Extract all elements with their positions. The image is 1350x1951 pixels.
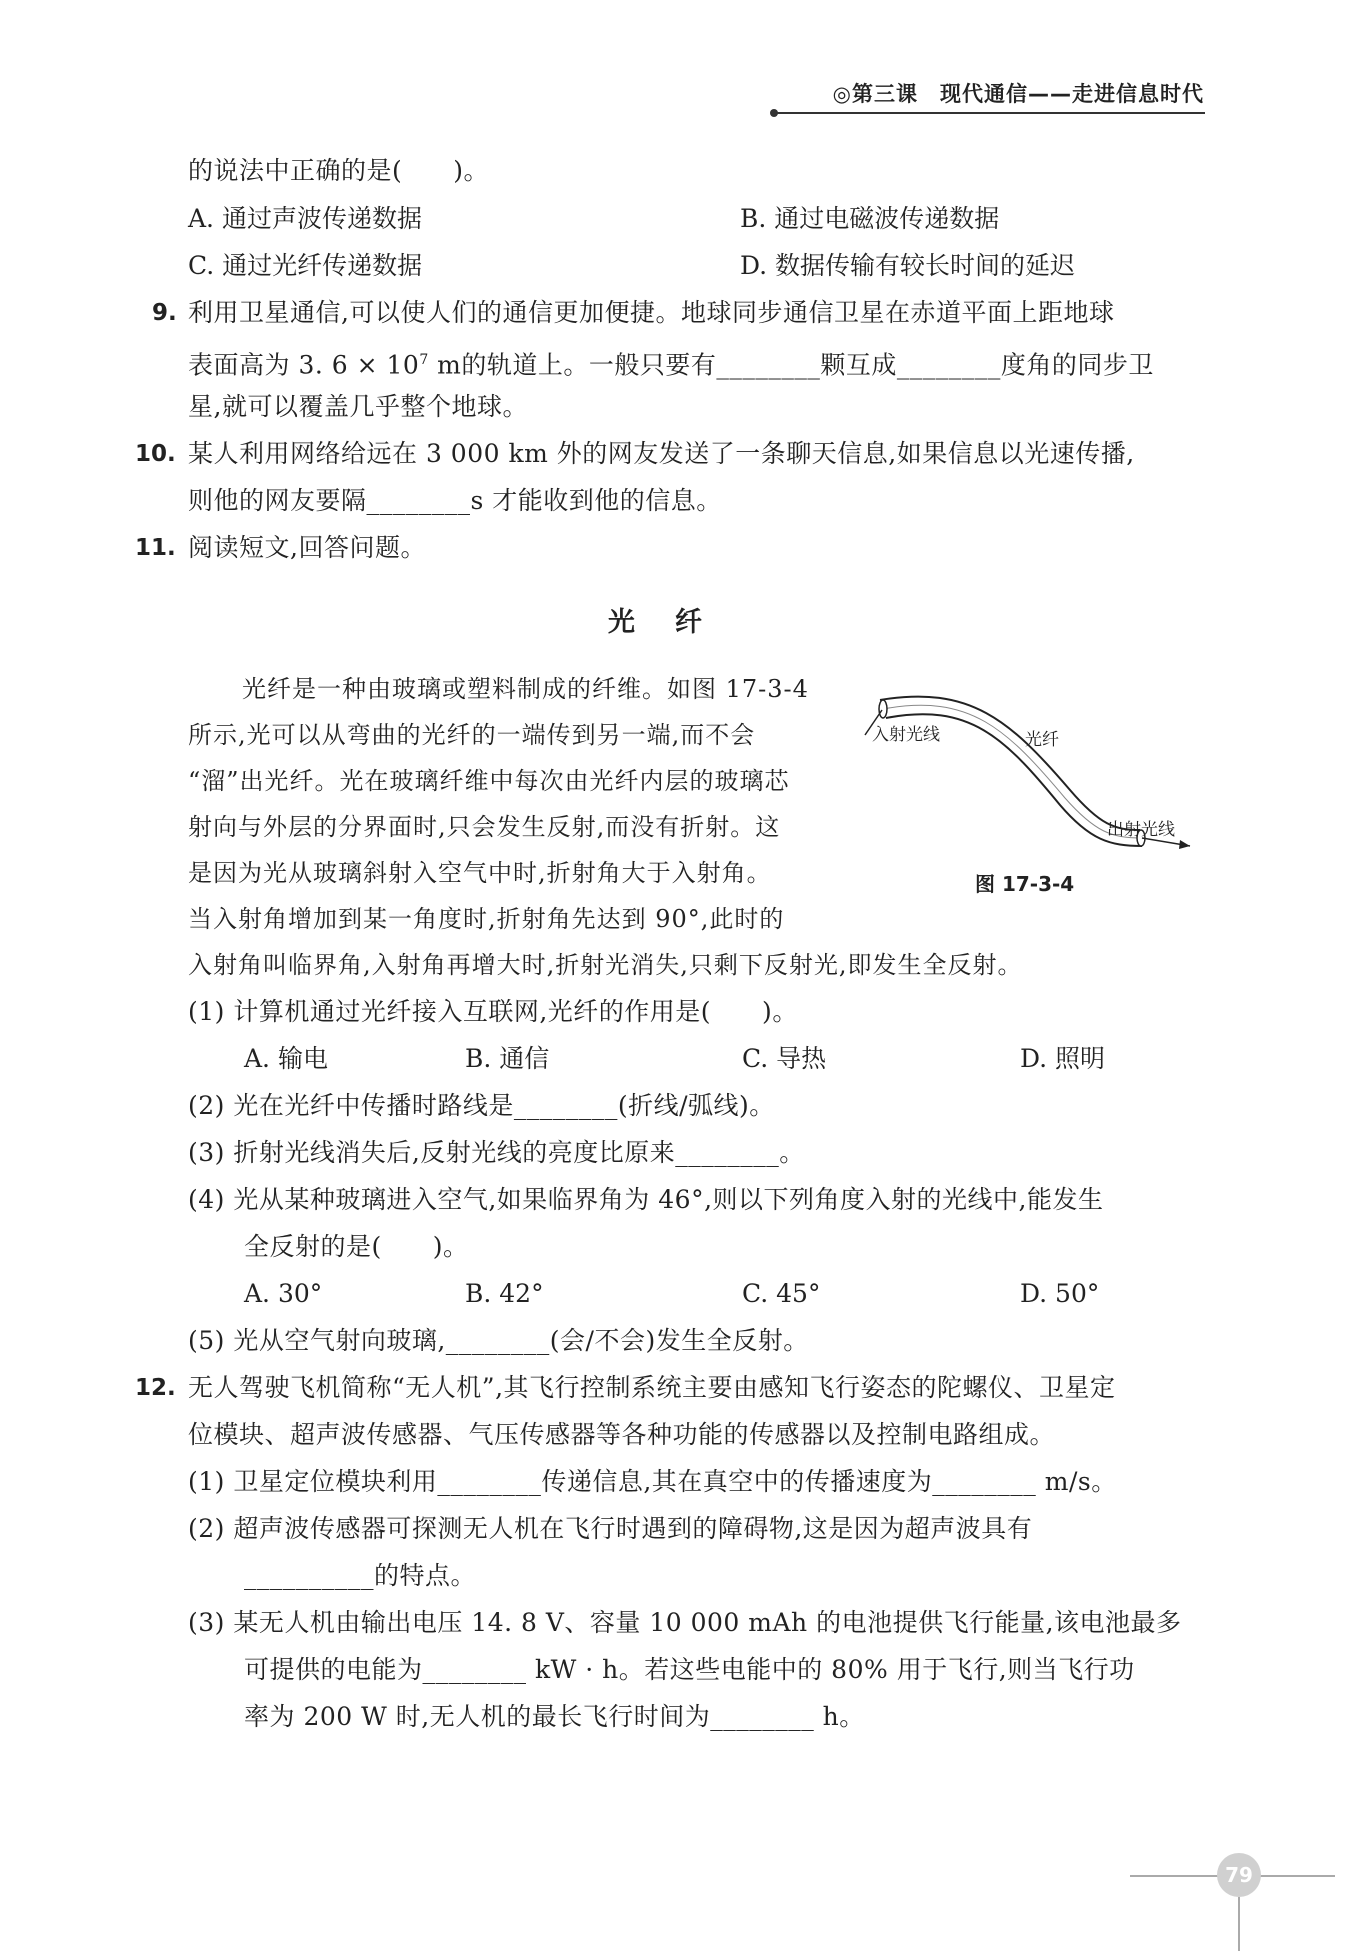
passage-line-1: 光纤是一种由玻璃或塑料制成的纤维。如图 17-3-4 <box>242 675 809 703</box>
q11-sub-1-option-d: D. 照明 <box>1020 1044 1106 1073</box>
q10-number: 10. <box>135 441 176 467</box>
passage-title: 光纤 <box>608 607 742 638</box>
q9-line-3: 星,就可以覆盖几乎整个地球。 <box>188 392 528 421</box>
q9-line-2-a: 表面高为 3. 6 × 10 <box>188 350 420 380</box>
fiber-outer-top <box>880 697 1140 830</box>
header-rule <box>775 112 1205 114</box>
q11-sub-4-option-d: D. 50° <box>1020 1279 1100 1308</box>
page-number-stem <box>1238 1897 1240 1951</box>
q9-exponent: 7 <box>419 352 429 368</box>
q8-option-c: C. 通过光纤传递数据 <box>188 251 423 280</box>
q11-sub-1: (1) 计算机通过光纤接入互联网,光纤的作用是( )。 <box>188 997 798 1026</box>
q8-option-b: B. 通过电磁波传递数据 <box>740 204 1000 233</box>
q12-sub-3-line-2: 可提供的电能为________ kW · h。若这些电能中的 80% 用于飞行,则当飞行功 <box>244 1655 1135 1684</box>
page-number: 79 <box>1217 1853 1261 1897</box>
q11-sub-4-option-b: B. 42° <box>465 1279 544 1308</box>
passage-line-7: 入射角叫临界角,入射角再增大时,折射光消失,只剩下反射光,即发生全反射。 <box>188 951 1023 979</box>
optical-fiber-figure <box>860 680 1200 870</box>
exit-ray-arrowhead <box>1179 840 1190 849</box>
q11-number: 11. <box>135 535 176 561</box>
passage-line-6: 当入射角增加到某一角度时,折射角先达到 90°,此时的 <box>188 905 785 933</box>
running-header: ◎第三课 现代通信——走进信息时代 <box>832 82 1204 106</box>
figure-caption: 图 17-3-4 <box>975 872 1075 896</box>
passage-line-5: 是因为光从玻璃斜射入空气中时,折射角大于入射角。 <box>188 859 772 887</box>
q8-option-a: A. 通过声波传递数据 <box>188 204 422 233</box>
q11-sub-4-line-2: 全反射的是( )。 <box>244 1232 469 1261</box>
q11-sub-1-option-b: B. 通信 <box>465 1044 550 1073</box>
q10-line-2: 则他的网友要隔________s 才能收到他的信息。 <box>188 486 722 515</box>
q10-line-1: 某人利用网络给远在 3 000 km 外的网友发送了一条聊天信息,如果信息以光速传播, <box>188 439 1135 468</box>
fiber-end-left <box>879 700 887 718</box>
q11-line-1: 阅读短文,回答问题。 <box>188 533 426 562</box>
q8-continuation: 的说法中正确的是( )。 <box>188 156 490 185</box>
q12-sub-2-line-1: (2) 超声波传感器可探测无人机在飞行时遇到的障碍物,这是因为超声波具有 <box>188 1514 1033 1543</box>
passage-line-2: 所示,光可以从弯曲的光纤的一端传到另一端,而不会 <box>188 721 756 749</box>
q11-sub-4-option-c: C. 45° <box>742 1279 821 1308</box>
q12-sub-1: (1) 卫星定位模块利用________传递信息,其在真空中的传播速度为________ m/s。 <box>188 1467 1117 1496</box>
q12-sub-3-line-3: 率为 200 W 时,无人机的最长飞行时间为________ h。 <box>244 1702 865 1731</box>
q11-sub-5: (5) 光从空气射向玻璃,________(会/不会)发生全反射。 <box>188 1326 809 1355</box>
figure-label-exit: 出射光线 <box>1107 820 1175 840</box>
q11-sub-4-option-a: A. 30° <box>244 1279 323 1308</box>
q8-option-d: D. 数据传输有较长时间的延迟 <box>740 251 1076 280</box>
q12-number: 12. <box>135 1375 176 1401</box>
q11-sub-3: (3) 折射光线消失后,反射光线的亮度比原来________。 <box>188 1138 805 1167</box>
q11-sub-1-option-c: C. 导热 <box>742 1044 827 1073</box>
q12-sub-2-line-2: __________的特点。 <box>244 1561 477 1590</box>
q11-sub-1-option-a: A. 输电 <box>244 1044 328 1073</box>
q11-sub-2: (2) 光在光纤中传播时路线是________(折线/弧线)。 <box>188 1091 775 1120</box>
q9-number: 9. <box>152 300 177 326</box>
q9-line-1: 利用卫星通信,可以使人们的通信更加便捷。地球同步通信卫星在赤道平面上距地球 <box>188 298 1115 327</box>
q12-line-2: 位模块、超声波传感器、气压传感器等各种功能的传感器以及控制电路组成。 <box>188 1420 1056 1449</box>
q9-line-2-b: m的轨道上。一般只要有________颗互成________度角的同步卫 <box>428 350 1154 380</box>
figure-label-incident: 入射光线 <box>872 725 940 745</box>
q11-sub-4-line-1: (4) 光从某种玻璃进入空气,如果临界角为 46°,则以下列角度入射的光线中,能发生 <box>188 1185 1104 1214</box>
q12-line-1: 无人驾驶飞机简称“无人机”,其飞行控制系统主要由感知飞行姿态的陀螺仪、卫星定 <box>188 1373 1116 1402</box>
passage-line-3: “溜”出光纤。光在玻璃纤维中每次由光纤内层的玻璃芯 <box>188 767 790 795</box>
q9-line-2 <box>188 343 1154 382</box>
q12-sub-3-line-1: (3) 某无人机由输出电压 14. 8 V、容量 10 000 mAh 的电池提供飞行能量,该电池最多 <box>188 1608 1182 1637</box>
passage-line-4: 射向与外层的分界面时,只会发生反射,而没有折射。这 <box>188 813 781 841</box>
figure-label-fiber: 光纤 <box>1025 730 1059 750</box>
